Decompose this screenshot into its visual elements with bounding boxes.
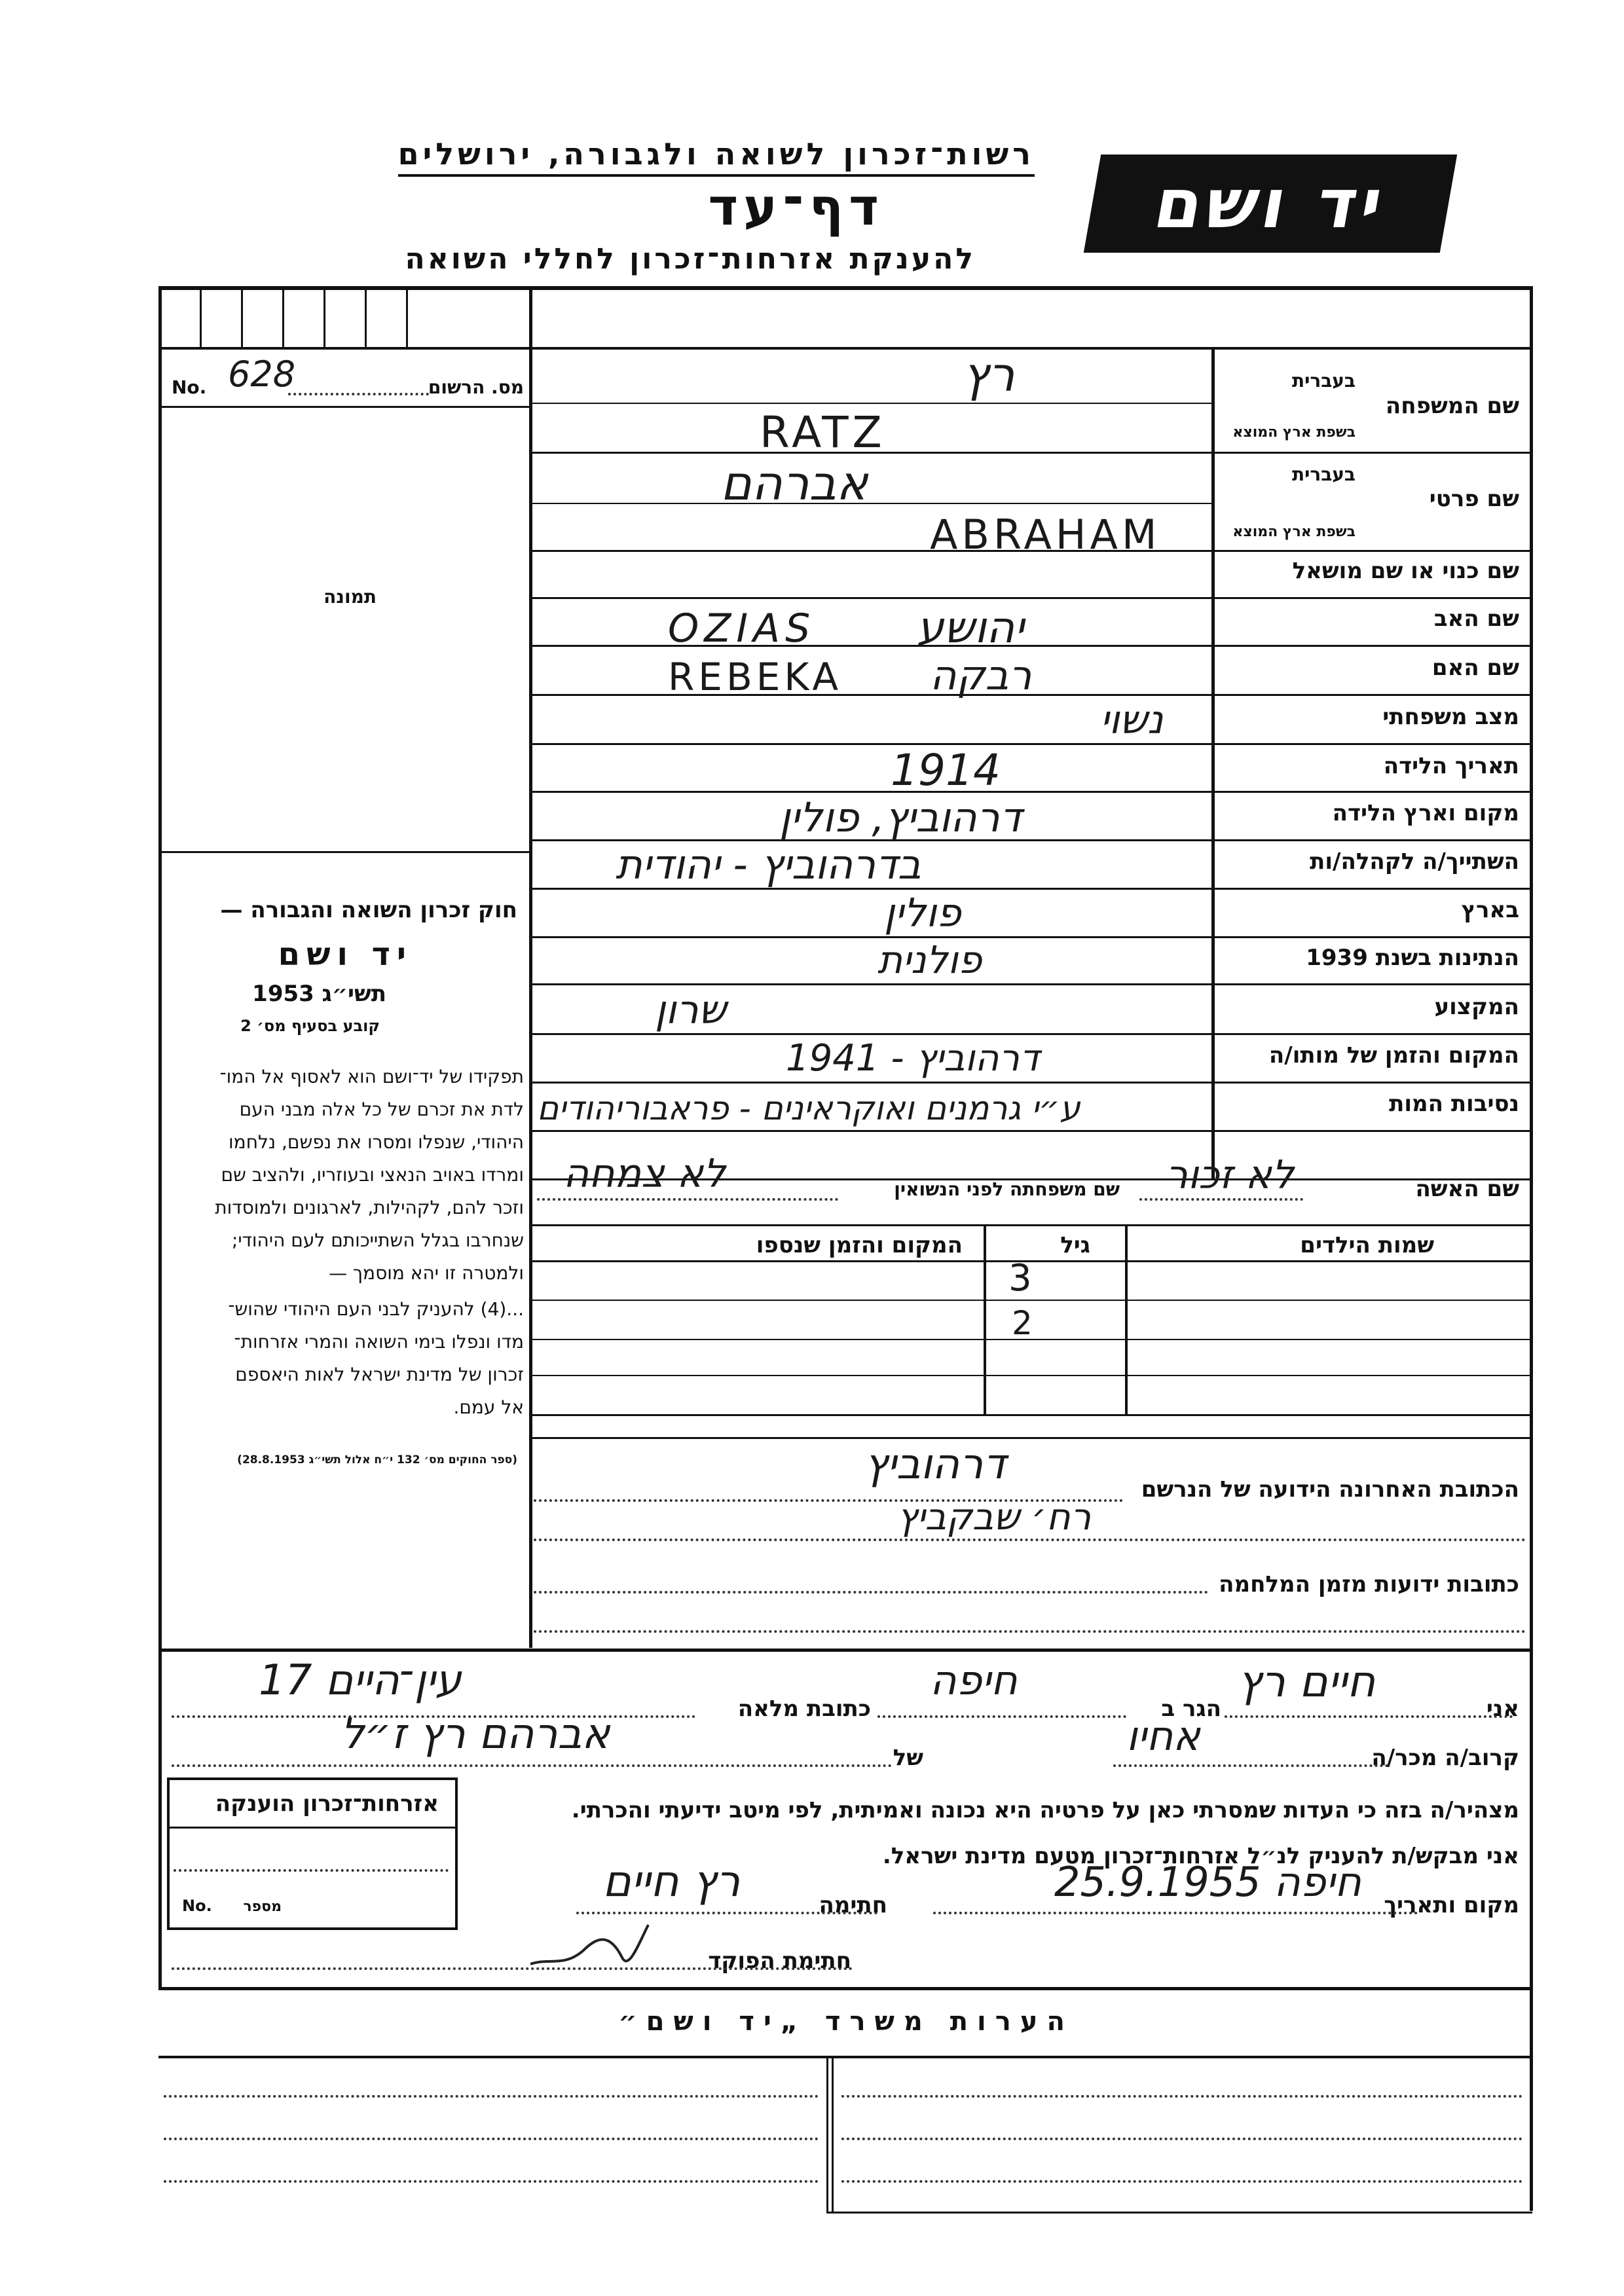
declarant-address[interactable]: עין־היים 17 [259, 1656, 462, 1705]
citizenship-box-no: No. [182, 1897, 212, 1915]
form-subtitle: להענקת אזרחות־זכרון לחללי השואה [405, 242, 976, 276]
birth-date-label: תאריך הלידה [1383, 753, 1519, 779]
marital-label: מצב משפחתי [1382, 704, 1519, 730]
citizenship-box-number-label: מספר [243, 1899, 282, 1915]
registration-no-label: No. [172, 376, 207, 398]
photo-label: תמונה [323, 586, 377, 608]
family-name-heb-sublabel: בעברית [1291, 370, 1356, 392]
declarant-name[interactable]: חיים רץ [1238, 1656, 1376, 1707]
citizenship-box-title: אזרחות־זכרון הוענקה [215, 1791, 439, 1817]
request-text: אני מבקש/ת להעניק לנ״ל אזרחות־זכרון מטעם מדינת ישראל. [882, 1843, 1519, 1869]
death-place-value[interactable]: 1941 - דרהוביץ [786, 1037, 1040, 1080]
place-date-label: מקום ותאריך [1384, 1892, 1519, 1918]
father-label: שם האב [1433, 606, 1519, 632]
community-value[interactable]: בדרהוביץ - יהודית [616, 841, 921, 888]
relative-label: קרוב/ה מכר/ה [1371, 1745, 1519, 1771]
profession-value[interactable]: שרון [655, 987, 727, 1033]
law-year: תשי״ג 1953 [252, 981, 386, 1007]
of-label: של [893, 1745, 923, 1771]
mother-hebrew[interactable]: רבקה [930, 651, 1032, 699]
father-latin[interactable]: OZIAS [668, 606, 816, 651]
wife-maiden-name[interactable]: לא צמחה [563, 1151, 726, 1197]
profession-label: המקצוע [1434, 994, 1519, 1020]
law-paragraph-2: ...(4) להעניק לבני העם היהודי שהוש־ מדו ונפלו בימי השואה והמרי אזרחות־ זכרון של מדינת ישראל לאות היאספם אל עמם. [228, 1298, 524, 1418]
form-title: דף־עד [708, 178, 884, 237]
address-full-label: כתובת מלאה [737, 1696, 871, 1722]
wartime-address-label: כתובות ידועות מזמן המלחמה [1219, 1571, 1519, 1597]
first-name-origin[interactable]: ABRAHAM [930, 511, 1161, 558]
first-name-origin-sublabel: בשפת ארץ המוצא [1232, 524, 1356, 540]
wife-maiden-label: שם משפחתה לפני הנשואין [894, 1178, 1120, 1200]
declarant-city[interactable]: חיפה [930, 1656, 1018, 1704]
first-name-heb-sublabel: בעברית [1291, 464, 1356, 485]
wife-label: שם האשה [1415, 1176, 1519, 1202]
yad-vashem-logo: יד ושם [1084, 155, 1457, 253]
officer-signature [524, 1918, 668, 1977]
death-circumstances-label: נסיבות המות [1389, 1091, 1519, 1117]
registration-label: מס. הרשום [428, 376, 524, 398]
residing-label: הגר ב [1161, 1696, 1221, 1722]
death-circumstances-value[interactable]: ע״י גרמנים ואוקראינים - פראבוריהודים [537, 1089, 1080, 1127]
last-address-label: הכתובת האחרונה הידועה של הנרשם [1141, 1476, 1519, 1503]
mother-latin[interactable]: REBEKA [668, 655, 843, 699]
country-value[interactable]: פולין [884, 890, 961, 936]
birth-date-value[interactable]: 1914 [891, 745, 1001, 795]
first-name-label: שם פרטי [1429, 486, 1519, 512]
family-name-origin[interactable]: RATZ [760, 407, 886, 458]
law-name: יד ושם [278, 936, 413, 973]
death-place-label: המקום והזמן של מותו/ה [1268, 1042, 1519, 1068]
declarant-ani: אני [1486, 1696, 1519, 1722]
birth-place-value[interactable]: דרהוביץ, פולין [779, 793, 1022, 841]
father-hebrew[interactable]: יהושע [917, 602, 1024, 653]
mother-label: שם האם [1431, 655, 1519, 681]
children-names-header: שמות הילדים [1300, 1232, 1434, 1258]
child-age[interactable]: 2 [1012, 1304, 1033, 1342]
relation-value[interactable]: אחיו [1126, 1712, 1200, 1760]
place-date-value[interactable]: חיפה 25.9.1955 [1054, 1858, 1361, 1906]
family-name-label: שם המשפחה [1385, 393, 1519, 419]
of-value[interactable]: אברהם רץ ז״ל [341, 1710, 610, 1758]
children-age-header: גיל [1060, 1232, 1090, 1258]
family-name-hebrew[interactable]: רץ [963, 347, 1015, 402]
remarks-title: הערות משרד „יד ושם״ [618, 2007, 1074, 2037]
community-label: השתייך/ה לקהלה/ות [1310, 848, 1519, 875]
signature-value[interactable]: רץ חיים [602, 1856, 741, 1906]
law-paragraph-1: תפקידו של יד־ושם הוא לאסוף אל המו־ לדת את זכרם של כל אלה מבני העם היהודי, שנפלו ומסרו את נפשם, נלחמו ומרדו באויב הנאצי ובעוזריו, ולהציב שם וזכר להם, לקהילות, לארגונים ולמוסדות שנחרבו בגלל השתייכותם לעם היהודי; ולמטרה זו יהא מוסמך — [215, 1066, 524, 1284]
citizenship-label: הנתינות בשנת 1939 [1306, 945, 1519, 971]
last-address-value[interactable]: דרהוביץ [864, 1440, 1006, 1489]
law-section-ref: קובע בסעיף מס׳ 2 [240, 1017, 380, 1035]
last-address-street[interactable]: רח׳ שבקביץ [897, 1496, 1092, 1539]
citizenship-value[interactable]: פולנית [877, 938, 982, 982]
children-place-header: המקום והזמן שנספו [756, 1232, 963, 1258]
law-citation: (ספר החוקים מס׳ 132 י״ח אלול תשי״ג 28.8.1953) [237, 1453, 517, 1467]
law-heading: חוק זכרון השואה והגבורה — [220, 897, 517, 923]
birth-place-label: מקום וארץ הלידה [1332, 800, 1519, 826]
signature-label: חתימה [819, 1892, 887, 1918]
wife-name[interactable]: לא זכור [1166, 1152, 1294, 1198]
child-age[interactable]: 3 [1008, 1257, 1032, 1300]
officer-signature-label: חתימת הפוקד [708, 1948, 851, 1974]
marital-value[interactable]: נשוי [1100, 697, 1164, 743]
first-name-hebrew[interactable]: אברהם [720, 456, 868, 511]
declaration-text: מצהיר/ה בזה כי העדות שמסרתי כאן על פרטיה היא נכונה ואמיתית, לפי מיטב ידיעתי והכרתי. [571, 1797, 1519, 1823]
org-title: רשות־זכרון לשואה ולגבורה, ירושלים [398, 136, 1035, 177]
family-name-origin-sublabel: בשפת ארץ המוצא [1232, 424, 1356, 441]
country-label: בארץ [1461, 897, 1519, 923]
registration-number: 628 [228, 354, 296, 395]
nickname-label: שם כנוי או שם מושאל [1292, 558, 1519, 584]
